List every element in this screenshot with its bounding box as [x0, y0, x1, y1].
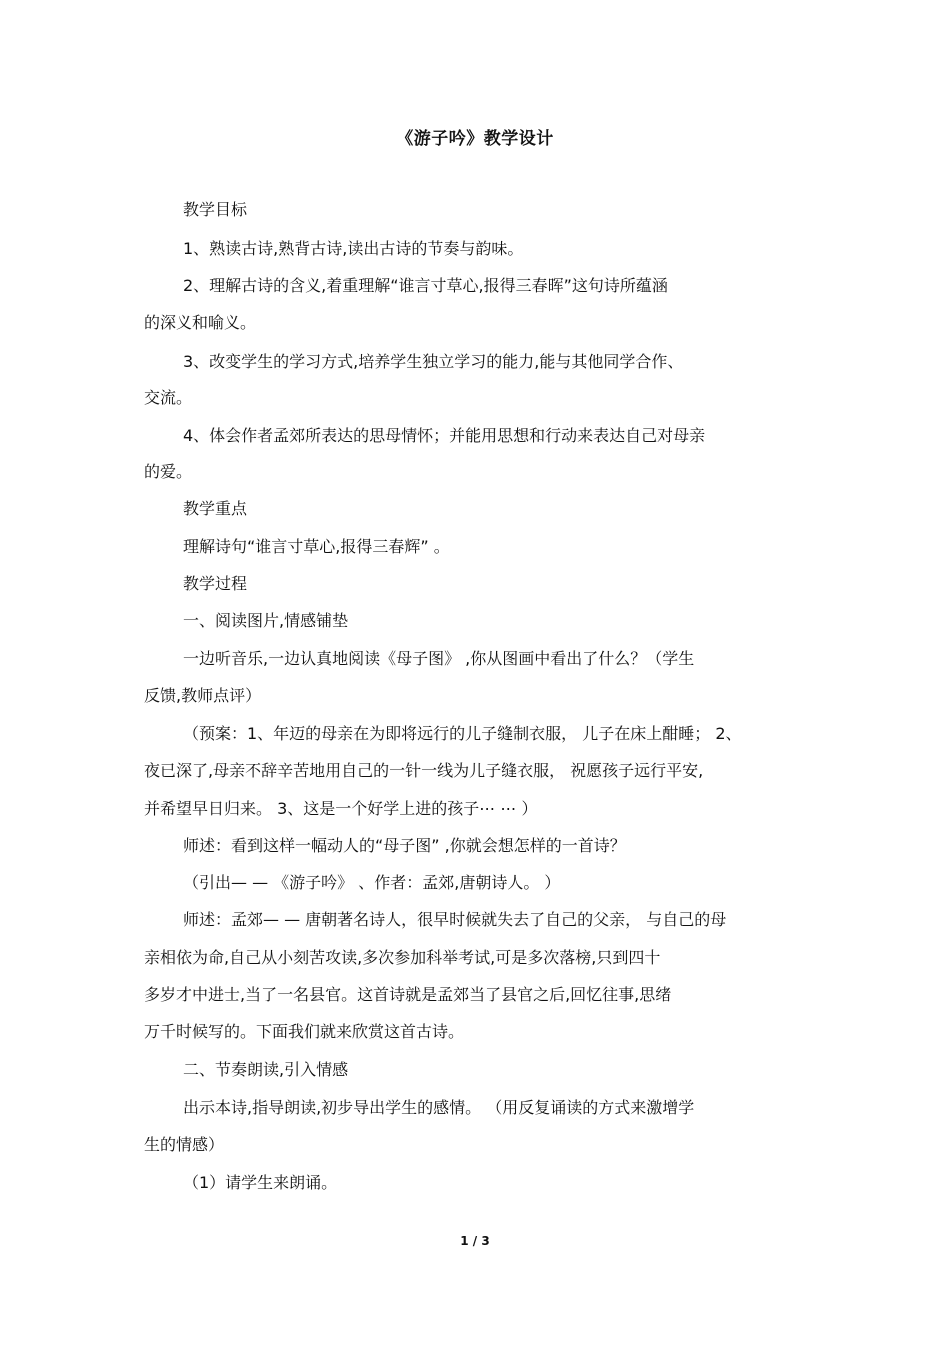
- section-heading-key-points: 教学重点: [183, 499, 248, 518]
- paragraph-line: （预案：1、年迈的母亲在为即将远行的儿子缝制衣服， 儿子在床上酣睡； 2、: [183, 724, 742, 743]
- subsection-heading-1: 一、阅读图片,情感铺垫: [183, 611, 349, 630]
- subsection-heading-2: 二、节奏朗读,引入情感: [183, 1060, 349, 1079]
- paragraph-line: 万千时候写的。下面我们就来欣赏这首古诗。: [144, 1022, 465, 1041]
- section-heading-process: 教学过程: [183, 574, 248, 593]
- paragraph-line: （1）请学生来朗诵。: [183, 1173, 338, 1192]
- paragraph-line: 一边听音乐,一边认真地阅读《母子图》 ,你从图画中看出了什么？（学生: [183, 649, 695, 668]
- paragraph-line: 交流。: [144, 388, 193, 407]
- paragraph-line: 多岁才中进士,当了一名县官。这首诗就是孟郊当了县官之后,回忆往事,思绪: [144, 985, 672, 1004]
- paragraph-line: 生的情感）: [144, 1135, 225, 1154]
- paragraph-line: 并希望早日归来。 3、这是一个好学上进的孩子⋯ ⋯ ）: [144, 799, 538, 818]
- paragraph-line: 1、熟读古诗,熟背古诗,读出古诗的节奏与韵味。: [183, 239, 524, 258]
- paragraph-line: 2、理解古诗的含义,着重理解“谁言寸草心,报得三春晖”这句诗所蕴涵: [183, 276, 668, 295]
- paragraph-line: 师述：孟郊— — 唐朝著名诗人，很早时候就失去了自己的父亲， 与自己的母: [183, 910, 727, 929]
- paragraph-line: 夜已深了,母亲不辞辛苦地用自己的一针一线为儿子缝衣服， 祝愿孩子远行平安,: [144, 761, 704, 780]
- document-title: 《游子吟》教学设计: [396, 129, 554, 149]
- paragraph-line: （引出— — 《游子吟》 、作者：孟郊,唐朝诗人。 ）: [183, 873, 561, 892]
- paragraph-line: 3、改变学生的学习方式,培养学生独立学习的能力,能与其他同学合作、: [183, 352, 684, 371]
- paragraph-line: 理解诗句“谁言寸草心,报得三春辉” 。: [183, 537, 450, 556]
- paragraph-line: 出示本诗,指导朗读,初步导出学生的感情。 （用反复诵读的方式来激增学: [183, 1098, 695, 1117]
- paragraph-line: 4、体会作者孟郊所表达的思母情怀；并能用思想和行动来表达自己对母亲: [183, 426, 706, 445]
- paragraph-line: 的深义和喻义。: [144, 313, 257, 332]
- paragraph-line: 亲相依为命,自己从小刻苦攻读,多次参加科举考试,可是多次落榜,只到四十: [144, 948, 661, 967]
- page-number: 1 / 3: [460, 1234, 490, 1248]
- paragraph-line: 的爱。: [144, 462, 193, 481]
- section-heading-objectives: 教学目标: [183, 200, 248, 219]
- paragraph-line: 反馈,教师点评）: [144, 686, 262, 705]
- paragraph-line: 师述：看到这样一幅动人的“母子图” ,你就会想怎样的一首诗？: [183, 836, 626, 855]
